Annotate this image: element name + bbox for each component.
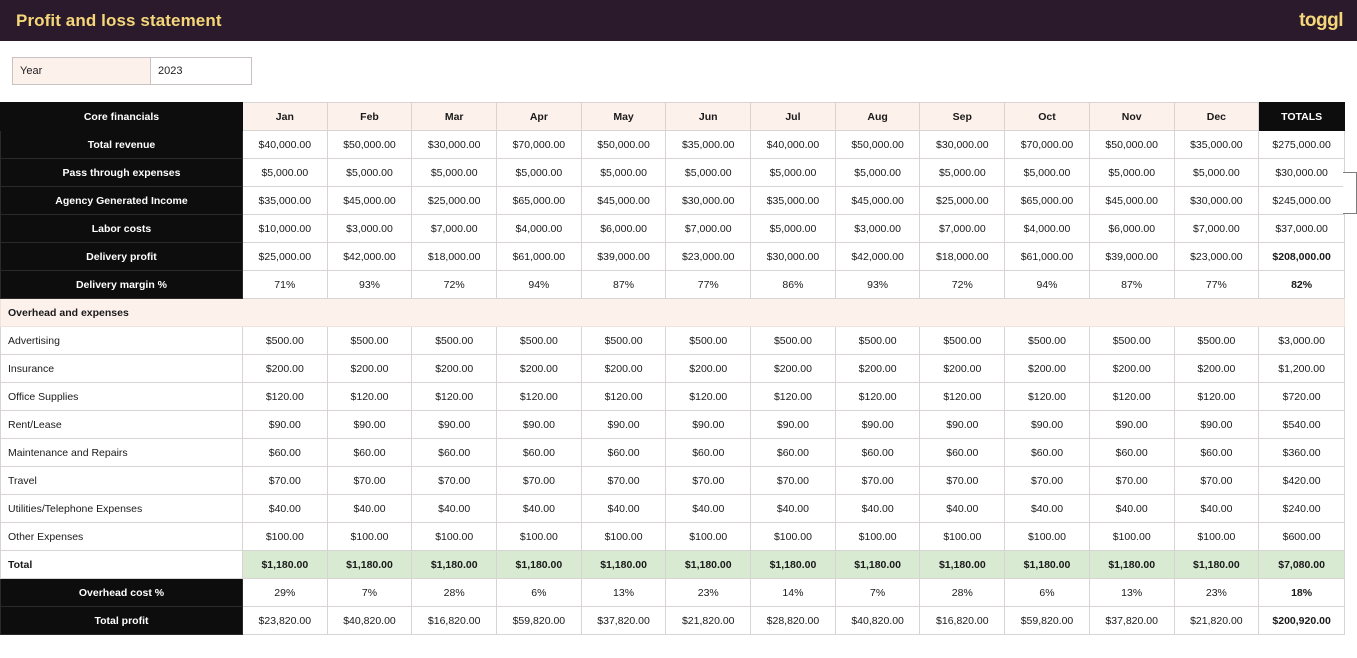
row-label: Agency Generated Income	[1, 187, 243, 215]
table-row	[1, 411, 1345, 439]
table-row	[1, 439, 1345, 467]
value-cell[interactable]: $60.00	[581, 439, 666, 467]
table-row	[1, 467, 1345, 495]
value-cell[interactable]: $50,000.00	[327, 131, 412, 159]
value-cell[interactable]: $70.00	[242, 467, 327, 495]
value-cell[interactable]: $200.00	[835, 355, 920, 383]
value-cell[interactable]: $1,180.00	[497, 551, 582, 579]
table-row	[1, 131, 1345, 159]
value-cell[interactable]: $1,180.00	[751, 551, 836, 579]
row-label: Delivery margin %	[1, 271, 243, 299]
value-cell[interactable]: $7,000.00	[666, 215, 751, 243]
value-cell[interactable]: $65,000.00	[1005, 187, 1090, 215]
value-cell[interactable]: $40,820.00	[327, 607, 412, 635]
row-label: Total	[1, 551, 243, 579]
row-label: Advertising	[1, 327, 243, 355]
month-header-jul: Jul	[751, 103, 836, 131]
total-cell[interactable]: $3,000.00	[1259, 327, 1345, 355]
value-cell[interactable]: $5,000.00	[920, 159, 1005, 187]
value-cell[interactable]: $100.00	[242, 523, 327, 551]
value-cell[interactable]: $60.00	[242, 439, 327, 467]
value-cell[interactable]: $90.00	[497, 411, 582, 439]
value-cell[interactable]: $35,000.00	[1174, 131, 1259, 159]
total-cell[interactable]: $275,000.00	[1259, 131, 1345, 159]
value-cell[interactable]: $5,000.00	[1005, 159, 1090, 187]
value-cell[interactable]: $500.00	[835, 327, 920, 355]
value-cell[interactable]: $70.00	[666, 467, 751, 495]
row-label: Travel	[1, 467, 243, 495]
total-cell[interactable]: $720.00	[1259, 383, 1345, 411]
value-cell[interactable]: $5,000.00	[581, 159, 666, 187]
value-cell[interactable]: $28,820.00	[751, 607, 836, 635]
row-label: Pass through expenses	[1, 159, 243, 187]
value-cell[interactable]: $200.00	[242, 355, 327, 383]
value-cell[interactable]: $45,000.00	[581, 187, 666, 215]
value-cell[interactable]: $45,000.00	[1089, 187, 1174, 215]
value-cell[interactable]: $25,000.00	[412, 187, 497, 215]
value-cell[interactable]: $1,180.00	[1174, 551, 1259, 579]
value-cell[interactable]: $90.00	[835, 411, 920, 439]
month-header-sep: Sep	[920, 103, 1005, 131]
row-label: Overhead cost %	[1, 579, 243, 607]
total-cell[interactable]: $600.00	[1259, 523, 1345, 551]
value-cell[interactable]: $30,000.00	[751, 243, 836, 271]
value-cell[interactable]: $120.00	[835, 383, 920, 411]
value-cell[interactable]: $30,000.00	[666, 187, 751, 215]
value-cell[interactable]: $100.00	[920, 523, 1005, 551]
value-cell[interactable]: $100.00	[666, 523, 751, 551]
value-cell[interactable]: $100.00	[751, 523, 836, 551]
value-cell[interactable]: $42,000.00	[327, 243, 412, 271]
month-header-oct: Oct	[1005, 103, 1090, 131]
value-cell[interactable]: $40,000.00	[751, 131, 836, 159]
value-cell[interactable]: $120.00	[581, 383, 666, 411]
value-cell[interactable]: $100.00	[1174, 523, 1259, 551]
value-cell[interactable]: $39,000.00	[581, 243, 666, 271]
value-cell[interactable]: $60.00	[497, 439, 582, 467]
value-cell[interactable]: $6,000.00	[1089, 215, 1174, 243]
year-filter[interactable]	[12, 57, 252, 85]
value-cell[interactable]: $200.00	[920, 355, 1005, 383]
overhead-section-row	[1, 299, 1345, 327]
value-cell[interactable]: 94%	[1005, 271, 1090, 299]
row-label: Total profit	[1, 607, 243, 635]
total-profit-row	[1, 607, 1345, 635]
value-cell[interactable]: 72%	[412, 271, 497, 299]
value-cell[interactable]: $70.00	[581, 467, 666, 495]
value-cell[interactable]: $59,820.00	[497, 607, 582, 635]
value-cell[interactable]: $500.00	[1174, 327, 1259, 355]
value-cell[interactable]: $7,000.00	[1174, 215, 1259, 243]
value-cell[interactable]: $60.00	[1005, 439, 1090, 467]
value-cell[interactable]: $200.00	[751, 355, 836, 383]
value-cell[interactable]: 7%	[327, 579, 412, 607]
value-cell[interactable]: $70.00	[920, 467, 1005, 495]
value-cell[interactable]: $120.00	[327, 383, 412, 411]
total-cell[interactable]: $37,000.00	[1259, 215, 1345, 243]
value-cell[interactable]: $5,000.00	[242, 159, 327, 187]
value-cell[interactable]: $120.00	[412, 383, 497, 411]
value-cell[interactable]: 87%	[1089, 271, 1174, 299]
value-cell[interactable]: 23%	[1174, 579, 1259, 607]
value-cell[interactable]: $40.00	[666, 495, 751, 523]
value-cell[interactable]: 94%	[497, 271, 582, 299]
value-cell[interactable]: $120.00	[242, 383, 327, 411]
value-cell[interactable]: $5,000.00	[751, 159, 836, 187]
table-row	[1, 327, 1345, 355]
value-cell[interactable]: 86%	[751, 271, 836, 299]
row-label: Labor costs	[1, 215, 243, 243]
table-row	[1, 355, 1345, 383]
value-cell[interactable]: $200.00	[412, 355, 497, 383]
value-cell[interactable]: 7%	[835, 579, 920, 607]
value-cell[interactable]: 23%	[666, 579, 751, 607]
value-cell[interactable]: $40.00	[835, 495, 920, 523]
value-cell[interactable]: $40.00	[751, 495, 836, 523]
value-cell[interactable]: $25,000.00	[242, 243, 327, 271]
value-cell[interactable]: $5,000.00	[1174, 159, 1259, 187]
value-cell[interactable]: $1,180.00	[242, 551, 327, 579]
value-cell[interactable]: $90.00	[1005, 411, 1090, 439]
value-cell[interactable]: $40.00	[412, 495, 497, 523]
value-cell[interactable]: $10,000.00	[242, 215, 327, 243]
value-cell[interactable]: $40.00	[242, 495, 327, 523]
value-cell[interactable]: $60.00	[1174, 439, 1259, 467]
value-cell[interactable]: $70.00	[412, 467, 497, 495]
value-cell[interactable]: $200.00	[581, 355, 666, 383]
row-label: Office Supplies	[1, 383, 243, 411]
row-label: Utilities/Telephone Expenses	[1, 495, 243, 523]
value-cell[interactable]: $23,820.00	[242, 607, 327, 635]
value-cell[interactable]: $100.00	[835, 523, 920, 551]
value-cell[interactable]: $5,000.00	[835, 159, 920, 187]
value-cell[interactable]: 29%	[242, 579, 327, 607]
value-cell[interactable]: $500.00	[1089, 327, 1174, 355]
total-cell[interactable]: $540.00	[1259, 411, 1345, 439]
value-cell[interactable]: $60.00	[412, 439, 497, 467]
value-cell[interactable]: $120.00	[666, 383, 751, 411]
value-cell[interactable]: $1,180.00	[412, 551, 497, 579]
table-row	[1, 215, 1345, 243]
value-cell[interactable]: $70.00	[751, 467, 836, 495]
month-header-jun: Jun	[666, 103, 751, 131]
value-cell[interactable]: $45,000.00	[835, 187, 920, 215]
value-cell[interactable]: $50,000.00	[581, 131, 666, 159]
value-cell[interactable]: $1,180.00	[1089, 551, 1174, 579]
total-cell[interactable]: $30,000.00	[1259, 159, 1345, 187]
total-cell[interactable]: 18%	[1259, 579, 1345, 607]
value-cell[interactable]: $7,000.00	[920, 215, 1005, 243]
value-cell[interactable]: $30,000.00	[1174, 187, 1259, 215]
value-cell[interactable]: $500.00	[1005, 327, 1090, 355]
table-header-row	[1, 103, 1345, 131]
total-cell[interactable]: $7,080.00	[1259, 551, 1345, 579]
value-cell[interactable]: $37,820.00	[1089, 607, 1174, 635]
value-cell[interactable]: $500.00	[751, 327, 836, 355]
value-cell[interactable]: $18,000.00	[920, 243, 1005, 271]
value-cell[interactable]: $39,000.00	[1089, 243, 1174, 271]
month-header-mar: Mar	[412, 103, 497, 131]
value-cell[interactable]: $23,000.00	[666, 243, 751, 271]
value-cell[interactable]: $42,000.00	[835, 243, 920, 271]
table-row	[1, 495, 1345, 523]
value-cell[interactable]: $100.00	[497, 523, 582, 551]
value-cell[interactable]: $18,000.00	[412, 243, 497, 271]
value-cell[interactable]: $40.00	[581, 495, 666, 523]
value-cell[interactable]: $500.00	[497, 327, 582, 355]
value-cell[interactable]: $4,000.00	[1005, 215, 1090, 243]
row-label: Delivery profit	[1, 243, 243, 271]
row-label: Total revenue	[1, 131, 243, 159]
value-cell[interactable]: 71%	[242, 271, 327, 299]
value-cell[interactable]: $1,180.00	[581, 551, 666, 579]
value-cell[interactable]: 87%	[581, 271, 666, 299]
value-cell[interactable]: $5,000.00	[412, 159, 497, 187]
value-cell[interactable]: $40.00	[920, 495, 1005, 523]
row-label: Insurance	[1, 355, 243, 383]
row-label: Maintenance and Repairs	[1, 439, 243, 467]
value-cell[interactable]: $90.00	[1089, 411, 1174, 439]
value-cell[interactable]: $3,000.00	[835, 215, 920, 243]
month-header-apr: Apr	[497, 103, 582, 131]
value-cell[interactable]: 6%	[497, 579, 582, 607]
value-cell[interactable]: $100.00	[581, 523, 666, 551]
value-cell[interactable]: $100.00	[1005, 523, 1090, 551]
value-cell[interactable]: $40,000.00	[242, 131, 327, 159]
value-cell[interactable]: 77%	[1174, 271, 1259, 299]
value-cell[interactable]: $70.00	[1005, 467, 1090, 495]
value-cell[interactable]: $120.00	[1005, 383, 1090, 411]
value-cell[interactable]: $1,180.00	[920, 551, 1005, 579]
value-cell[interactable]: $5,000.00	[751, 215, 836, 243]
value-cell[interactable]: 28%	[920, 579, 1005, 607]
total-cell[interactable]: $1,200.00	[1259, 355, 1345, 383]
value-cell[interactable]: $40.00	[1089, 495, 1174, 523]
value-cell[interactable]: 77%	[666, 271, 751, 299]
value-cell[interactable]: $70,000.00	[1005, 131, 1090, 159]
value-cell[interactable]: $50,000.00	[1089, 131, 1174, 159]
value-cell[interactable]: $70.00	[835, 467, 920, 495]
value-cell[interactable]: $70.00	[497, 467, 582, 495]
value-cell[interactable]: $200.00	[1089, 355, 1174, 383]
value-cell[interactable]: $60.00	[920, 439, 1005, 467]
table-row	[1, 187, 1345, 215]
value-cell[interactable]: $120.00	[751, 383, 836, 411]
overhead-total-row	[1, 551, 1345, 579]
value-cell[interactable]: $1,180.00	[327, 551, 412, 579]
value-cell[interactable]: $40.00	[497, 495, 582, 523]
value-cell[interactable]: $200.00	[497, 355, 582, 383]
value-cell[interactable]: $35,000.00	[242, 187, 327, 215]
value-cell[interactable]: $4,000.00	[497, 215, 582, 243]
table-row	[1, 159, 1345, 187]
value-cell[interactable]: $500.00	[666, 327, 751, 355]
value-cell[interactable]: 13%	[581, 579, 666, 607]
value-cell[interactable]: $5,000.00	[327, 159, 412, 187]
overhead-cost-pct-row	[1, 579, 1345, 607]
total-cell[interactable]: $360.00	[1259, 439, 1345, 467]
value-cell[interactable]: $61,000.00	[1005, 243, 1090, 271]
value-cell[interactable]: $200.00	[1005, 355, 1090, 383]
month-header-dec: Dec	[1174, 103, 1259, 131]
value-cell[interactable]: $1,180.00	[666, 551, 751, 579]
value-cell[interactable]: 72%	[920, 271, 1005, 299]
value-cell[interactable]: $90.00	[920, 411, 1005, 439]
total-cell[interactable]: $200,920.00	[1259, 607, 1345, 635]
table-row	[1, 523, 1345, 551]
year-filter-label: Year	[13, 58, 151, 84]
value-cell[interactable]: $200.00	[666, 355, 751, 383]
value-cell[interactable]: $70.00	[327, 467, 412, 495]
value-cell[interactable]: $35,000.00	[666, 131, 751, 159]
value-cell[interactable]: $60.00	[1089, 439, 1174, 467]
value-cell[interactable]: $500.00	[242, 327, 327, 355]
value-cell[interactable]: $90.00	[666, 411, 751, 439]
value-cell[interactable]: $59,820.00	[1005, 607, 1090, 635]
month-header-aug: Aug	[835, 103, 920, 131]
value-cell[interactable]: 6%	[1005, 579, 1090, 607]
value-cell[interactable]: $5,000.00	[1089, 159, 1174, 187]
value-cell[interactable]: $21,820.00	[1174, 607, 1259, 635]
row-label: Other Expenses	[1, 523, 243, 551]
table-row	[1, 383, 1345, 411]
value-cell[interactable]: $61,000.00	[497, 243, 582, 271]
value-cell[interactable]: $25,000.00	[920, 187, 1005, 215]
value-cell[interactable]: $1,180.00	[1005, 551, 1090, 579]
month-header-may: May	[581, 103, 666, 131]
value-cell[interactable]: $90.00	[412, 411, 497, 439]
value-cell[interactable]: 13%	[1089, 579, 1174, 607]
value-cell[interactable]: $23,000.00	[1174, 243, 1259, 271]
value-cell[interactable]: 93%	[327, 271, 412, 299]
value-cell[interactable]: $50,000.00	[835, 131, 920, 159]
value-cell[interactable]: $90.00	[242, 411, 327, 439]
month-header-jan: Jan	[242, 103, 327, 131]
value-cell[interactable]: $35,000.00	[751, 187, 836, 215]
value-cell[interactable]: $40.00	[327, 495, 412, 523]
value-cell[interactable]: 28%	[412, 579, 497, 607]
value-cell[interactable]: $45,000.00	[327, 187, 412, 215]
total-cell[interactable]: $420.00	[1259, 467, 1345, 495]
value-cell[interactable]: $120.00	[920, 383, 1005, 411]
total-cell[interactable]: $240.00	[1259, 495, 1345, 523]
value-cell[interactable]: $100.00	[327, 523, 412, 551]
value-cell[interactable]: $200.00	[1174, 355, 1259, 383]
page-header	[0, 0, 1357, 41]
selection-handle[interactable]	[1343, 172, 1357, 214]
value-cell[interactable]: $200.00	[327, 355, 412, 383]
value-cell[interactable]: $30,000.00	[412, 131, 497, 159]
value-cell[interactable]: $40.00	[1174, 495, 1259, 523]
overhead-section-label: Overhead and expenses	[1, 299, 1345, 327]
value-cell[interactable]: $65,000.00	[497, 187, 582, 215]
value-cell[interactable]: $6,000.00	[581, 215, 666, 243]
value-cell[interactable]: $100.00	[412, 523, 497, 551]
value-cell[interactable]: $500.00	[327, 327, 412, 355]
row-label: Rent/Lease	[1, 411, 243, 439]
value-cell[interactable]: $500.00	[412, 327, 497, 355]
toggl-logo: toggl	[1299, 9, 1343, 31]
value-cell[interactable]: $100.00	[1089, 523, 1174, 551]
value-cell[interactable]: $5,000.00	[666, 159, 751, 187]
value-cell[interactable]: $60.00	[751, 439, 836, 467]
value-cell[interactable]: $7,000.00	[412, 215, 497, 243]
totals-header: TOTALS	[1259, 103, 1345, 131]
value-cell[interactable]: $90.00	[581, 411, 666, 439]
value-cell[interactable]: $1,180.00	[835, 551, 920, 579]
value-cell[interactable]: $60.00	[835, 439, 920, 467]
delivery-profit-row	[1, 243, 1345, 271]
value-cell[interactable]: $40.00	[1005, 495, 1090, 523]
value-cell[interactable]: $3,000.00	[327, 215, 412, 243]
total-cell[interactable]: 82%	[1259, 271, 1345, 299]
value-cell[interactable]: $70,000.00	[497, 131, 582, 159]
value-cell[interactable]: 93%	[835, 271, 920, 299]
delivery-margin-row	[1, 271, 1345, 299]
value-cell[interactable]: $120.00	[497, 383, 582, 411]
value-cell[interactable]: $21,820.00	[666, 607, 751, 635]
value-cell[interactable]: $90.00	[751, 411, 836, 439]
value-cell[interactable]: $120.00	[1089, 383, 1174, 411]
value-cell[interactable]: $16,820.00	[920, 607, 1005, 635]
total-cell[interactable]: $245,000.00	[1259, 187, 1345, 215]
value-cell[interactable]: $30,000.00	[920, 131, 1005, 159]
value-cell[interactable]: $16,820.00	[412, 607, 497, 635]
value-cell[interactable]: $37,820.00	[581, 607, 666, 635]
value-cell[interactable]: $120.00	[1174, 383, 1259, 411]
value-cell[interactable]: $70.00	[1089, 467, 1174, 495]
value-cell[interactable]: $70.00	[1174, 467, 1259, 495]
value-cell[interactable]: $5,000.00	[497, 159, 582, 187]
page-title: Profit and loss statement	[16, 10, 222, 30]
value-cell[interactable]: $90.00	[327, 411, 412, 439]
value-cell[interactable]: $60.00	[666, 439, 751, 467]
core-financials-header: Core financials	[1, 103, 243, 131]
value-cell[interactable]: $500.00	[920, 327, 1005, 355]
value-cell[interactable]: $40,820.00	[835, 607, 920, 635]
value-cell[interactable]: $90.00	[1174, 411, 1259, 439]
value-cell[interactable]: $500.00	[581, 327, 666, 355]
profit-and-loss-table	[0, 102, 1345, 635]
total-cell[interactable]: $208,000.00	[1259, 243, 1345, 271]
month-header-nov: Nov	[1089, 103, 1174, 131]
value-cell[interactable]: 14%	[751, 579, 836, 607]
year-filter-value[interactable]: 2023	[151, 58, 251, 84]
month-header-feb: Feb	[327, 103, 412, 131]
value-cell[interactable]: $60.00	[327, 439, 412, 467]
